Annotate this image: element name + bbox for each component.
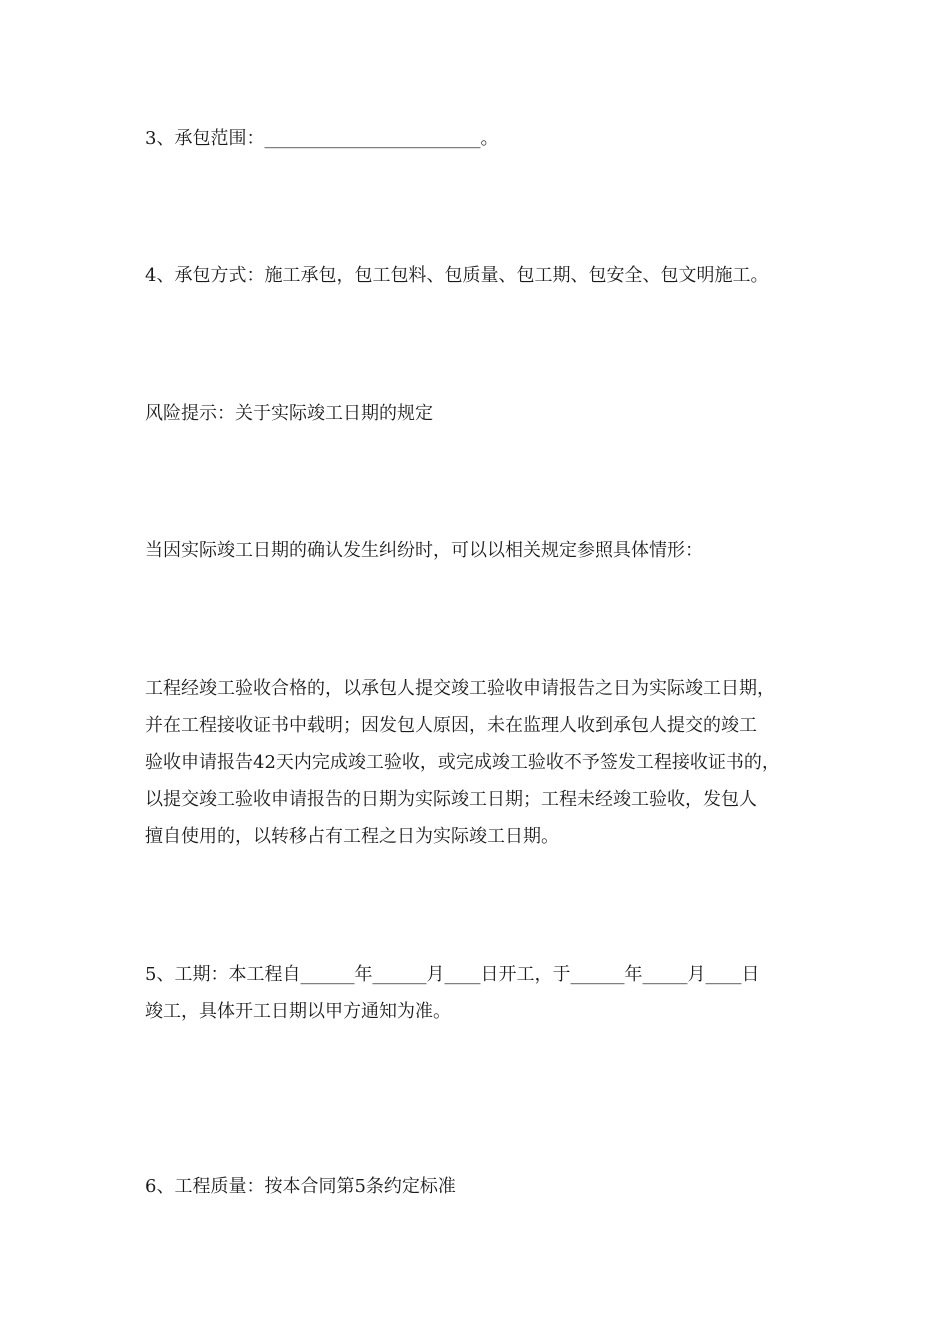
clause-4-text: 4、承包方式：施工承包，包工包料、包质量、包工期、包安全、包文明施工。 xyxy=(145,265,769,286)
clause-3-text: 3、承包范围：________________________。 xyxy=(145,128,499,149)
clause-5-schedule xyxy=(145,965,815,1022)
risk-intro xyxy=(145,541,815,561)
risk-heading-text: 风险提示：关于实际竣工日期的规定 xyxy=(145,403,433,424)
clause-6-quality xyxy=(145,1177,815,1197)
risk-body-line: 验收申请报告42天内完成竣工验收，或完成竣工验收不予签发工程接收证书的， xyxy=(145,752,780,773)
risk-heading xyxy=(145,404,815,424)
risk-body-line: 工程经竣工验收合格的，以承包人提交竣工验收申请报告之日为实际竣工日期， xyxy=(145,678,775,699)
clause-5-line: 5、工期：本工程自______年______月____日开工，于______年_____月____日 xyxy=(145,964,760,985)
risk-intro-text: 当因实际竣工日期的确认发生纠纷时，可以以相关规定参照具体情形： xyxy=(145,540,703,561)
clause-3-scope xyxy=(145,129,815,149)
risk-body xyxy=(145,679,815,847)
risk-body-line: 以提交竣工验收申请报告的日期为实际竣工日期；工程未经竣工验收，发包人 xyxy=(145,789,757,810)
clause-4-method xyxy=(145,266,815,286)
clause-6-text: 6、工程质量：按本合同第5条约定标准 xyxy=(145,1176,456,1197)
risk-body-line: 并在工程接收证书中载明；因发包人原因，未在监理人收到承包人提交的竣工 xyxy=(145,715,757,736)
risk-body-line: 擅自使用的，以转移占有工程之日为实际竣工日期。 xyxy=(145,826,559,847)
clause-5-line: 竣工，具体开工日期以甲方通知为准。 xyxy=(145,1001,451,1022)
